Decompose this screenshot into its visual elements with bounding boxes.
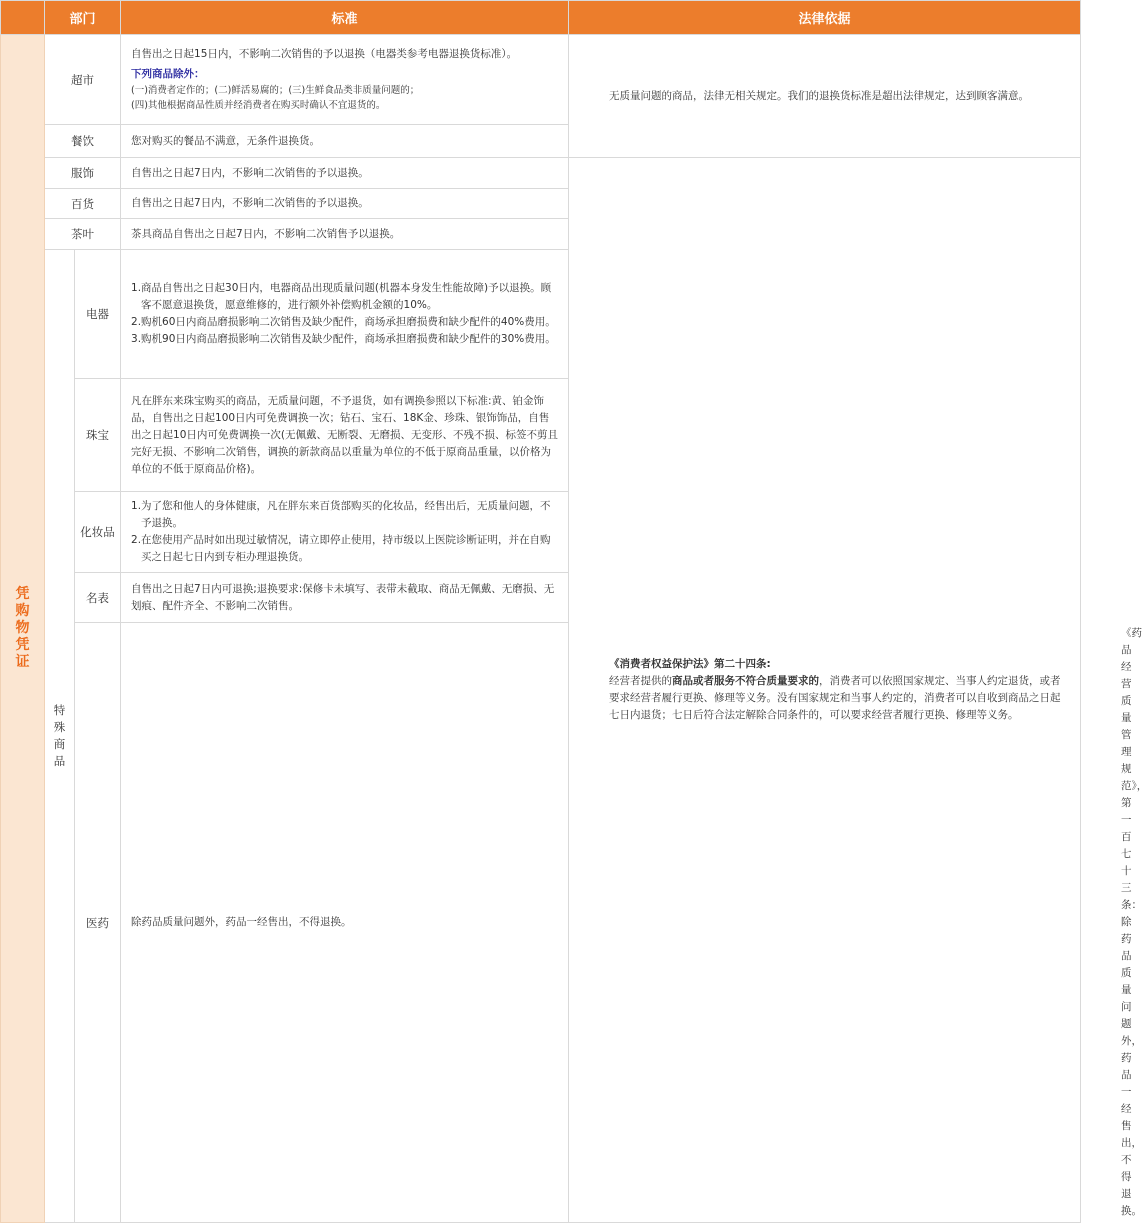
special-group-label: 特殊商品: [53, 703, 66, 768]
supermarket-exception-title: 下列商品除外：: [131, 68, 205, 80]
consumer-law-body: [609, 673, 1070, 724]
dept-watch: 名表: [75, 573, 121, 623]
standard-tea: 茶具商品自售出之日起7日内，不影响二次销售予以退换。: [121, 219, 569, 250]
table-row-clothing: [1, 158, 1081, 189]
special-group-cell: [45, 250, 75, 1223]
dept-supermarket: 超市: [45, 35, 121, 125]
standard-dining: 您对购买的餐品不满意，无条件退换货。: [121, 125, 569, 158]
dept-appliance: 电器: [75, 250, 121, 379]
supermarket-exception-1: (一)消费者定作的；(二)鲜活易腐的；(三)生鲜食品类非质量问题的；: [131, 85, 420, 96]
cosmetics-item-2: 2.在您使用产品时如出现过敏情况，请立即停止使用，持市级以上医院诊断证明，并在自购买之日起七日内到专柜办理退换货。: [131, 534, 551, 563]
standard-supermarket: [121, 35, 569, 125]
dept-general: 百货: [45, 189, 121, 219]
table-row-pharmacy: 医药 除药品质量问题外，药品一经售出，不得退换。 《药品经营质量管理规范》，第一百七十三条：除药品质量问题外，药品一经售出，不得退换。: [1, 623, 1081, 1223]
dept-jewelry: 珠宝: [75, 379, 121, 492]
side-label-cell: [1, 35, 45, 1223]
header-dept: 部门: [45, 1, 121, 35]
header-blank: [1, 1, 45, 35]
consumer-law-pre: 经营者提供的: [609, 675, 673, 687]
consumer-law-bold: 商品或者服务不符合质量要求的: [672, 675, 820, 687]
standard-pharmacy: 除药品质量问题外，药品一经售出，不得退换。: [121, 623, 569, 1223]
dept-pharmacy: 医药: [75, 623, 121, 1223]
standard-appliance: [121, 250, 569, 379]
table-row-supermarket: [1, 35, 1081, 125]
legal-no-quality: 无质量问题的商品，法律无相关规定。我们的退换货标准是超出法律规定，达到顾客满意。: [569, 35, 1081, 158]
standard-general: 自售出之日起7日内，不影响二次销售的予以退换。: [121, 189, 569, 219]
appliance-item-1: 1.商品自售出之日起30日内，电器商品出现质量问题(机器本身发生性能故障)予以退换。顾客不愿意退换货，愿意维修的，进行额外补偿购机金额的10%。: [131, 282, 552, 311]
dept-cosmetics: 化妆品: [75, 492, 121, 573]
appliance-item-3: 3.购机90日内商品磨损影响二次销售及缺少配件，商场承担磨损费和缺少配件的30%费用。: [131, 333, 556, 345]
cosmetics-item-1: 1.为了您和他人的身体健康，凡在胖东来百货部购买的化妆品，经售出后，无质量问题，不予退换。: [131, 500, 551, 529]
supermarket-exception-2: (四)其他根据商品性质并经消费者在购买时确认不宜退货的。: [131, 100, 386, 111]
dept-dining: 餐饮: [45, 125, 121, 158]
legal-consumer-law: [569, 158, 1081, 1223]
standard-jewelry: 凡在胖东来珠宝购买的商品，无质量问题，不予退货，如有调换参照以下标准:黄、铂金饰品，自售出之日起100日内可免费调换一次；钻石、宝石、18K金、珍珠、银饰饰品，自售出之日起10日内可免费调换一次(无佩戴、无断裂、无磨损、无变形、不残不损、标签不剪且完好无损、不影响二次销售，调换的新款商品以重量为单位的不低于原商品重量，以价格为单位的不低于原商品价格)。: [121, 379, 569, 492]
supermarket-text: 自售出之日起15日内，不影响二次销售的予以退换（电器类参考电器退换货标准）。: [131, 48, 518, 60]
dept-tea: 茶叶: [45, 219, 121, 250]
consumer-law-title: 《消费者权益保护法》第二十四条:: [609, 658, 771, 670]
appliance-item-2: 2.购机60日内商品磨损影响二次销售及缺少配件，商场承担磨损费和缺少配件的40%费用。: [131, 316, 556, 328]
consumer-law-post: ，消费者可以依照国家规定、当事人约定退货，或者要求经营者履行更换、修理等义务。没有国家规定和当事人约定的，消费者可以自收到商品之日起七日内退货；七日后符合法定解除合同条件的，可以要求经营者履行更换、修理等义务。: [609, 675, 1061, 721]
standard-watch: 自售出之日起7日内可退换;退换要求:保修卡未填写、表带未截取、商品无佩戴、无磨损、无划痕、配件齐全、不影响二次销售。: [121, 573, 569, 623]
table-header-row: [1, 1, 1081, 35]
appliance-list: [131, 280, 558, 348]
standard-cosmetics: [121, 492, 569, 573]
standard-clothing: 自售出之日起7日内，不影响二次销售的予以退换。: [121, 158, 569, 189]
header-legal: 法律依据: [569, 1, 1081, 35]
side-label: 凭购物凭证: [15, 586, 30, 670]
dept-clothing: 服饰: [45, 158, 121, 189]
cosmetics-list: [131, 498, 558, 566]
header-standard: 标准: [121, 1, 569, 35]
